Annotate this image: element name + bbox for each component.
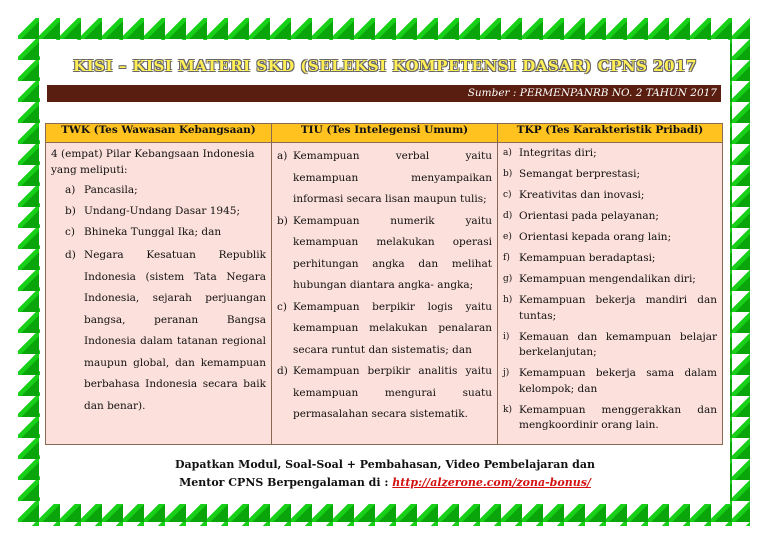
list-text: Orientasi pada pelayanan; (519, 210, 659, 222)
list-marker: h) (503, 295, 513, 305)
tkp-cell (498, 143, 723, 445)
list-marker: c) (65, 226, 75, 238)
list-text: Negara Kesatuan Republik Indonesia (sistem Tata Negara Indonesia, sejarah perjuangan bangsa, peranan Bangsa Indonesia dalam tatanan regional maupun global, dan kemampuan berbahasa Indonesia secara baik dan benar). (84, 249, 266, 412)
list-marker: d) (503, 211, 513, 221)
list-item (503, 272, 717, 288)
page-title: KISI – KISI MATERI SKD (SELEKSI KOMPETENSI DASAR) CPNS 2017 (73, 57, 697, 75)
table-header-row (46, 124, 723, 143)
list-marker: a) (503, 148, 512, 158)
list-text: Kemampuan verbal yaitu kemampuan menyampaikan informasi secara lisan maupun tulis; (293, 150, 492, 205)
footer-line-1: Dapatkan Modul, Soal-Soal + Pembahasan, Video Pembelajaran dan (175, 458, 595, 471)
list-marker: g) (503, 274, 513, 284)
list-item (503, 293, 717, 324)
list-item (503, 366, 717, 397)
list-item (503, 330, 717, 361)
header-tiu: TIU (Tes Intelegensi Umum) (272, 124, 498, 143)
list-item (51, 182, 266, 198)
tiu-list (277, 146, 492, 426)
list-item (277, 297, 492, 362)
tiu-cell (272, 143, 498, 445)
list-text: Kreativitas dan inovasi; (519, 189, 645, 201)
list-item (503, 167, 717, 183)
footer-prefix: Mentor CPNS Berpengalaman di : (179, 476, 393, 489)
tkp-list (503, 146, 717, 434)
list-marker: b) (277, 214, 288, 227)
list-item (503, 403, 717, 434)
list-marker: c) (277, 300, 287, 313)
list-text: Pancasila; (84, 184, 138, 196)
list-item (51, 224, 266, 240)
list-text: Kemampuan numerik yaitu kemampuan melakukan operasi perhitungan angka dan melihat hubungan diantara angka- angka; (293, 214, 492, 291)
list-marker: b) (503, 169, 513, 179)
materials-table (45, 123, 723, 445)
list-marker: e) (503, 232, 512, 242)
list-marker: a) (277, 150, 288, 162)
list-text: Kemampuan mengendalikan diri; (519, 273, 696, 285)
list-text: Orientasi kepada orang lain; (519, 231, 672, 243)
list-marker: d) (65, 249, 76, 261)
list-text: Kemampuan beradaptasi; (519, 252, 656, 264)
list-text: Kemampuan bekerja sama dalam kelompok; dan (519, 367, 717, 395)
list-item (503, 188, 717, 204)
source-banner: Sumber : PERMENPANRB NO. 2 TAHUN 2017 (47, 85, 721, 102)
list-item (503, 146, 717, 162)
list-item (277, 146, 492, 211)
list-text: Kemampuan berpikir logis yaitu kemampuan melakukan penalaran secara runtut dan sistematis; dan (293, 300, 492, 356)
twk-list (51, 182, 266, 417)
bonus-link[interactable]: http://alzerone.com/zona-bonus/ (392, 476, 591, 489)
list-item (277, 361, 492, 426)
list-text: Integritas diri; (519, 147, 597, 159)
footer-line-2 (40, 474, 730, 492)
list-marker: k) (503, 404, 512, 415)
list-text: Semangat berprestasi; (519, 168, 640, 180)
list-text: Bhineka Tunggal Ika; dan (84, 226, 222, 238)
list-marker: d) (277, 365, 288, 377)
list-item (503, 230, 717, 246)
list-item (503, 209, 717, 225)
footer (40, 456, 730, 492)
twk-intro: 4 (empat) Pilar Kebangsaan Indonesia yang meliputi: (51, 148, 255, 176)
list-text: Kemampuan menggerakkan dan mengkoordinir orang lain. (519, 403, 717, 431)
list-item (503, 251, 717, 267)
table-body-row (46, 143, 723, 445)
list-marker: i) (503, 331, 510, 342)
list-marker: a) (65, 184, 76, 196)
list-text: Kemauan dan kemampuan belajar berkelanjutan; (519, 330, 717, 358)
list-text: Kemampuan bekerja mandiri dan tuntas; (519, 294, 717, 322)
list-item (277, 211, 492, 297)
twk-cell (46, 143, 272, 445)
list-marker: f) (503, 253, 510, 263)
header-twk: TWK (Tes Wawasan Kebangsaan) (46, 124, 272, 143)
list-text: Kemampuan berpikir analitis yaitu kemampuan mengurai suatu permasalahan secara sistematik. (293, 365, 492, 420)
list-item (51, 203, 266, 219)
list-marker: b) (65, 205, 76, 217)
list-item (51, 245, 266, 417)
list-marker: j) (503, 368, 510, 378)
list-marker: c) (503, 190, 512, 200)
header-tkp: TKP (Tes Karakteristik Pribadi) (498, 124, 723, 143)
list-text: Undang-Undang Dasar 1945; (84, 205, 240, 217)
